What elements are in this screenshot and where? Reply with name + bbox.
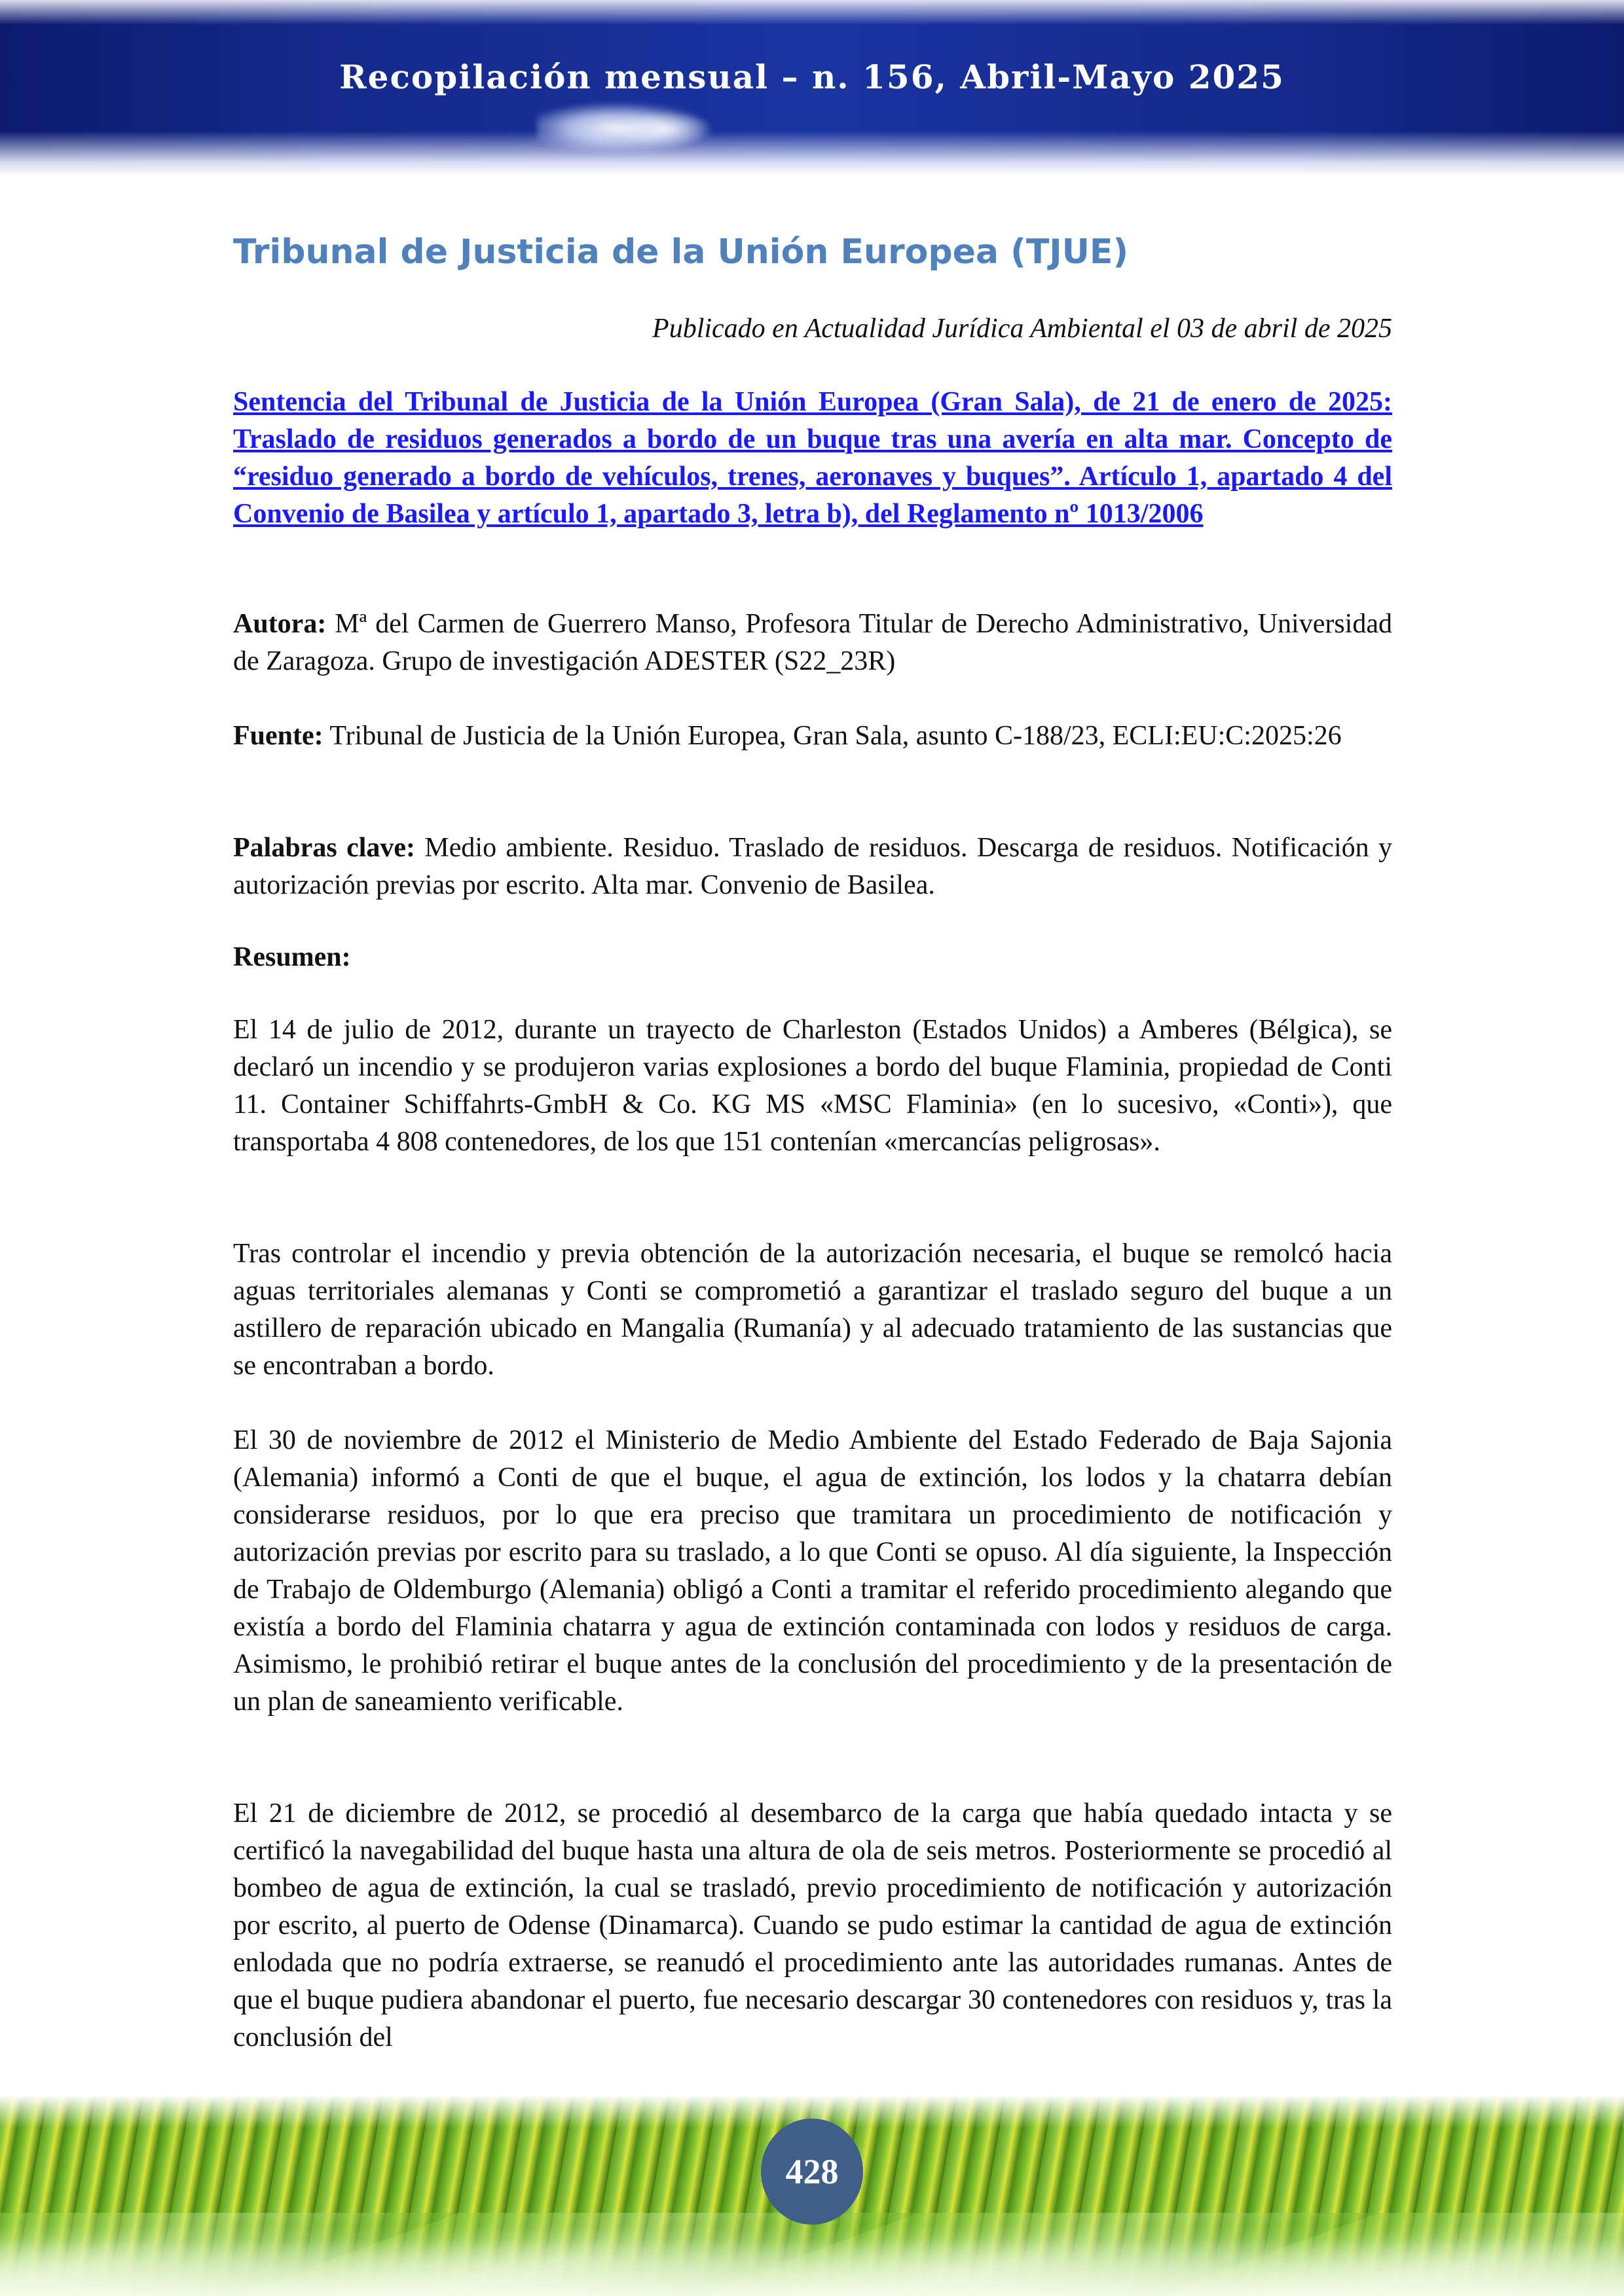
summary-paragraph: El 30 de noviembre de 2012 el Ministerio de Medio Ambiente del Estado Federado de Baja Sajonia (Alemania) informó a Conti de que el buque, el agua de extinción, los lodos y la chatarra debían considerarse residuos, por lo que era preciso que tramitara un procedimiento de notificación y autorización previas por escrito para su traslado, a lo que Conti se opuso. Al día siguiente, la Inspección de Trabajo de Oldemburgo (Alemania) obligó a Conti a tramitar el referido procedimiento alegando que existía a bordo del Flaminia chatarra y agua de extinción contaminada con lodos y residuos de carga. Asimismo, le prohibió retirar el buque antes de la conclusión del procedimiento y de la presentación de un plan de saneamiento verificable. xyxy=(233,1425,1392,1717)
source-block xyxy=(233,718,1392,755)
keywords-value: Medio ambiente. Residuo. Traslado de residuos. Descarga de residuos. Notificación y autorización previas por escrito. Alta mar. Convenio de Basilea. xyxy=(233,833,1393,900)
keywords-block xyxy=(233,829,1392,904)
article-title-link[interactable]: Sentencia del Tribunal de Justicia de la Unión Europea (Gran Sala), de 21 de enero de 2025: Traslado de residuos generados a bordo de un buque tras una avería en alta mar. Concepto de “residuo generado a bordo de vehículos, trenes, aeronaves y buques”. Artículo 1, apartado 4 del Convenio de Basilea y artículo 1, apartado 3, letra b), del Reglamento nº 1013/2006 xyxy=(233,387,1392,529)
source-label: Fuente: xyxy=(233,721,323,751)
header-banner xyxy=(0,0,1624,177)
summary-heading: Resumen: xyxy=(233,942,351,972)
author-value: Mª del Carmen de Guerrero Manso, Profesora Titular de Derecho Administrativo, Universidad de Zaragoza. Grupo de investigación ADESTER (S22_23R) xyxy=(233,609,1392,676)
section-title: Tribunal de Justicia de la Unión Europea (TJUE) xyxy=(233,232,1129,272)
keywords-label: Palabras clave: xyxy=(233,833,416,863)
author-block xyxy=(233,606,1392,680)
summary-paragraph: El 14 de julio de 2012, durante un trayecto de Charleston (Estados Unidos) a Amberes (Bélgica), se declaró un incendio y se produjeron varias explosiones a bordo del buque Flaminia, propiedad de Conti 11. Container Schiffahrts-GmbH & Co. KG MS «MSC Flaminia» (en lo sucesivo, «Conti»), que transportaba 4 808 contenedores, de los que 151 contenían «mercancías peligrosas». xyxy=(233,1015,1392,1157)
publication-note: Publicado en Actualidad Jurídica Ambiental el 03 de abril de 2025 xyxy=(652,314,1392,344)
page-number-badge: 428 xyxy=(761,2119,863,2225)
publication-title: Recopilación mensual – n. 156, Abril-Mayo 2025 xyxy=(339,58,1285,96)
source-value: Tribunal de Justicia de la Unión Europea, Gran Sala, asunto C-188/23, ECLI:EU:C:2025:26 xyxy=(329,721,1342,751)
cloud-decoration-secondary xyxy=(616,111,714,147)
summary-paragraph: Tras controlar el incendio y previa obtención de la autorización necesaria, el buque se remolcó hacia aguas territoriales alemanas y Conti se comprometió a garantizar el traslado seguro del buque a un astillero de reparación ubicado en Mangalia (Rumanía) y al adecuado tratamiento de las sustancias que se encontraban a bordo. xyxy=(233,1239,1392,1381)
footer-fade xyxy=(0,2239,1624,2296)
summary-paragraph: El 21 de diciembre de 2012, se procedió al desembarco de la carga que había quedado intacta y se certificó la navegabilidad del buque hasta una altura de ola de seis metros. Posteriormente se procedió al bombeo de agua de extinción, la cual se trasladó, previo procedimiento de notificación y autorización por escrito, al puerto de Odense (Dinamarca). Cuando se pudo estimar la cantidad de agua de extinción enlodada que no podría extraerse, se reanudó el procedimiento ante las autoridades rumanas. Antes de que el buque pudiera abandonar el puerto, fue necesario descargar 30 contenedores con residuos y, tras la conclusión del xyxy=(233,1798,1392,2052)
author-label: Autora: xyxy=(233,609,327,639)
